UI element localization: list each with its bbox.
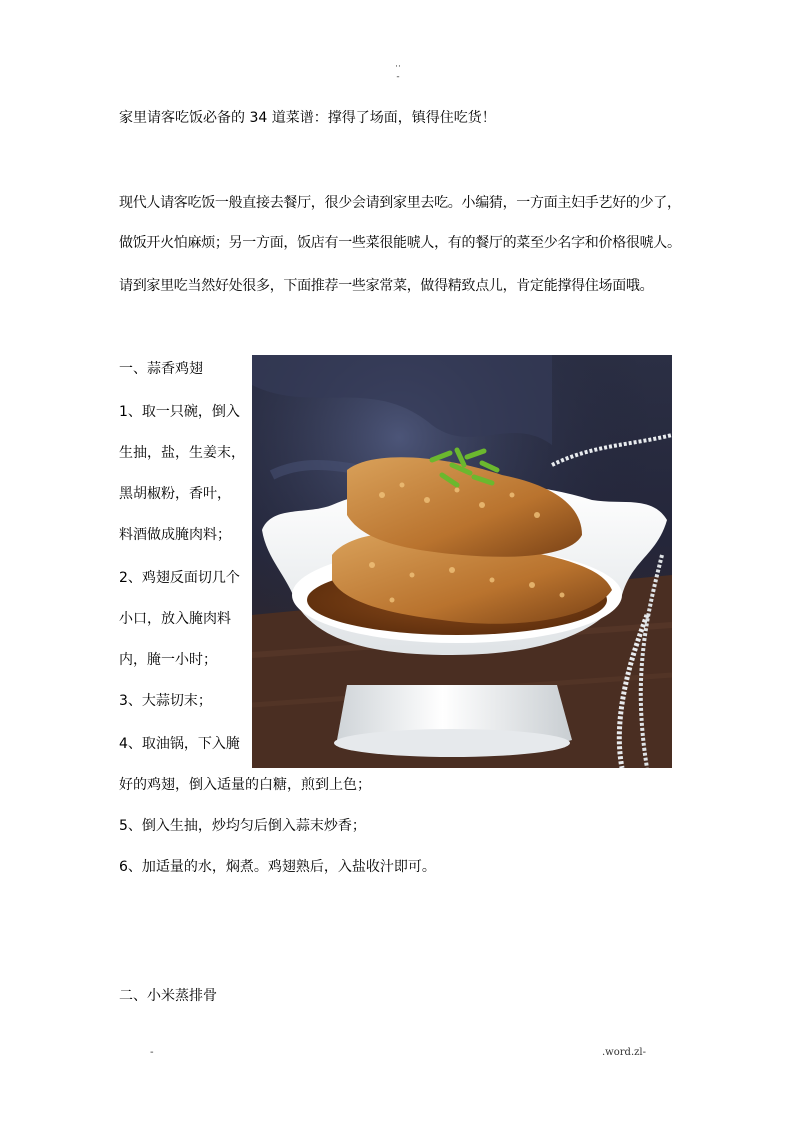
recipe-1-line: 3、大蒜切末； (119, 693, 212, 709)
recipe-1-line: 内，腌一小时； (119, 652, 217, 668)
footer-left-mark: - (150, 1047, 154, 1058)
recipe-1-line: 6、加适量的水，焖煮。鸡翅熟后，入盐收汁即可。 (119, 859, 436, 875)
recipe-1-line: 生抽，盐，生姜末， (119, 445, 245, 461)
recipe-2-heading: 二、小米蒸排骨 (119, 988, 217, 1004)
header-mark-dash: - (396, 72, 400, 82)
recipe-1-line: 4、取油锅，下入腌 (119, 736, 240, 752)
header-mark (392, 62, 404, 82)
intro-line-1: 现代人请客吃饭一般直接去餐厅，很少会请到家里去吃。小编猜，一方面主妇手艺好的少了， (119, 195, 681, 211)
recipe-1-line: 5、倒入生抽，炒均匀后倒入蒜末炒香； (119, 818, 366, 834)
recipe-1-line: 小口，放入腌肉料 (119, 611, 231, 627)
intro-line-3: 请到家里吃当然好处很多，下面推荐一些家常菜，做得精致点儿，肯定能撑得住场面哦。 (119, 278, 654, 294)
recipe-1-line: 料酒做成腌肉料； (119, 527, 231, 543)
document-title: 家里请客吃饭必备的 34 道菜谱：撑得了场面，镇得住吃货！ (119, 110, 496, 126)
intro-line-2: 做饭开火怕麻烦；另一方面，饭店有一些菜很能唬人，有的餐厅的菜至少名字和价格很唬人。 (119, 235, 681, 251)
recipe-1-line: 黑胡椒粉，香叶， (119, 486, 231, 502)
recipe-1-heading: 一、蒜香鸡翅 (119, 361, 203, 377)
recipe-1-line: 好的鸡翅，倒入适量的白糖，煎到上色； (119, 777, 371, 793)
recipe-1-line: 2、鸡翅反面切几个 (119, 570, 240, 586)
footer-right-mark: .word.zl- (602, 1047, 646, 1058)
recipe-1-line: 1、取一只碗，倒入 (119, 404, 240, 420)
header-mark-dots: ·· (395, 62, 401, 72)
garlic-chicken-wings-photo (252, 355, 672, 768)
